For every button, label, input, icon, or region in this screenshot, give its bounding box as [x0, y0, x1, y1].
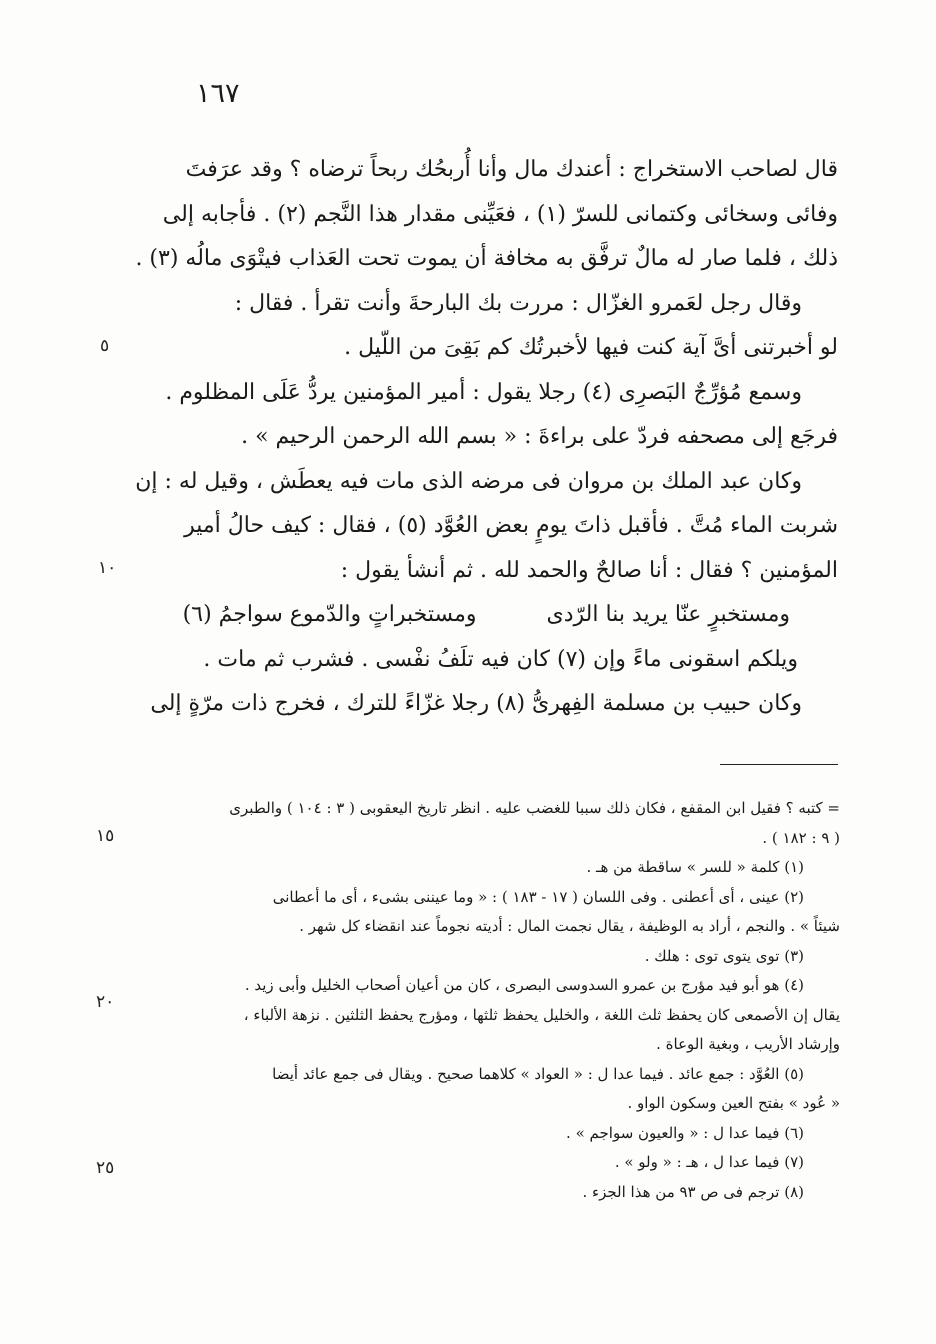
- footnote-line: (٣) توى يتوى توى : هلك .: [644, 946, 804, 965]
- text-line: فرجَع إلى مصحفه فردّ على براءةَ : « بسم الله الرحمن الرحيم » .: [241, 424, 838, 449]
- footnote-line: (٢) عينى ، أى أعطنى . وفى اللسان ( ١٧ - ١٨٣ ) : « وما عيننى بشىء ، أى ما أعطانى: [272, 887, 804, 906]
- footnotes: [160, 794, 840, 1207]
- verse-line: [158, 593, 838, 638]
- footnote-line: (٥) العُوَّد : جمع عائد . فيما عدا ل : « العواد » كلاهما صحيح . ويقال فى جمع عائد أيضا: [272, 1064, 804, 1083]
- line-number-marker: ١٥: [96, 826, 115, 846]
- footnote-line: وإرشاد الأريب ، وبغية الوعاة .: [656, 1035, 840, 1053]
- verse-second-hemistich: ومستخبراتٍ والدّموع سواجمُ (٦): [182, 602, 477, 627]
- text-line: شربت الماء مُتَّ . فأقبل ذاتَ يومٍ بعض العُوَّد (٥) ، فقال : كيف حالُ أمير: [184, 513, 838, 538]
- footnote-line: شيئاً » . والنجم ، أراد به الوظيفة ، يقال نجمت المال : أديته نجوماً عند انقضاء كل شهر .: [299, 917, 840, 935]
- line-number-marker: ٢٥: [96, 1158, 115, 1178]
- text-line: وفائى وسخائى وكتمانى للسرّ (١) ، فعَيِّنى مقدار هذا النَّجم (٢) . فأجابه إلى: [162, 201, 838, 227]
- verse-first-hemistich: ومستخبرٍ عنّا يريد بنا الرّدى: [546, 602, 790, 627]
- footnote-separator: [720, 764, 838, 765]
- text-line: قال لصاحب الاستخراج : أعندك مال وأنا أُربحُك ربحاً ترضاه ؟ وقد عرَفتَ: [185, 157, 838, 182]
- text-line: ويلكم اسقونى ماءً وإن (٧) كان فيه تلَفُ نفْسى . فشرب ثم مات .: [203, 646, 798, 672]
- footnote-line: (٦) فيما عدا ل : « والعيون سواجم » .: [566, 1123, 804, 1142]
- text-line: وكان حبيب بن مسلمة الفِهرىُّ (٨) رجلا غزّاءً للترك ، فخرج ذات مرّةٍ إلى: [150, 691, 802, 716]
- text-line: ذلك ، فلما صار له مالٌ ترفَّق به مخافة أن يموت تحت العَذاب فيتْوَى مالُه (٣) .: [135, 246, 838, 271]
- page-number: ١٦٧: [196, 78, 240, 109]
- line-number-marker: ٢٠: [96, 992, 115, 1012]
- text-line: لو أخبرتنى أىَّ آية كنت فيها لأخبرتُك كم بَقِىَ من اللّيل .: [344, 335, 838, 360]
- text-line: وسمع مُؤرِّجٌ البَصرِى (٤) رجلا يقول : أمير المؤمنين يردُّ عَلَى المظلوم .: [165, 379, 802, 405]
- footnote-line: (١) كلمة « للسر » ساقطة من هـ .: [586, 858, 804, 876]
- footnote-line: (٧) فيما عدا ل ، هـ : « ولو » .: [614, 1153, 804, 1171]
- footnote-line: ( ٩ : ١٨٢ ) .: [762, 828, 840, 847]
- line-number-marker: ١٠: [98, 558, 117, 578]
- line-number-marker: ٥: [100, 336, 110, 356]
- text-line: المؤمنين ؟ فقال : أنا صالحٌ والحمد لله . ثم أنشأ يقول :: [340, 557, 838, 583]
- footnote-line: = كتبه ؟ فقيل ابن المقفع ، فكان ذلك سببا للغضب عليه . انظر تاريخ اليعقوبى ( ٣ : ١٠٤ ) والطبرى: [229, 799, 840, 817]
- main-text: [135, 148, 838, 727]
- text-line: وكان عبد الملك بن مروان فى مرضه الذى مات فيه يعطَش ، وقيل له : إن: [135, 468, 802, 494]
- footnote-line: (٨) ترجم فى ص ٩٣ من هذا الجزء .: [582, 1182, 804, 1201]
- footnote-line: (٤) هو أبو فيد مؤرج بن عمرو السدوسى البصرى ، كان من أعيان أصحاب الخليل وأبى زيد .: [244, 976, 804, 994]
- text-line: وقال رجل لعَمرو الغزّال : مررت بك البارحةَ وأنت تقرأ . فقال :: [234, 290, 802, 316]
- footnote-line: يقال إن الأصمعى كان يحفظ ثلث اللغة ، والخليل يحفظ ثلثها ، ومؤرج يحفظ الثلثين . نزهة الألباء ،: [243, 1005, 840, 1024]
- footnote-line: « عُود » بفتح العين وسكون الواو .: [627, 1094, 840, 1112]
